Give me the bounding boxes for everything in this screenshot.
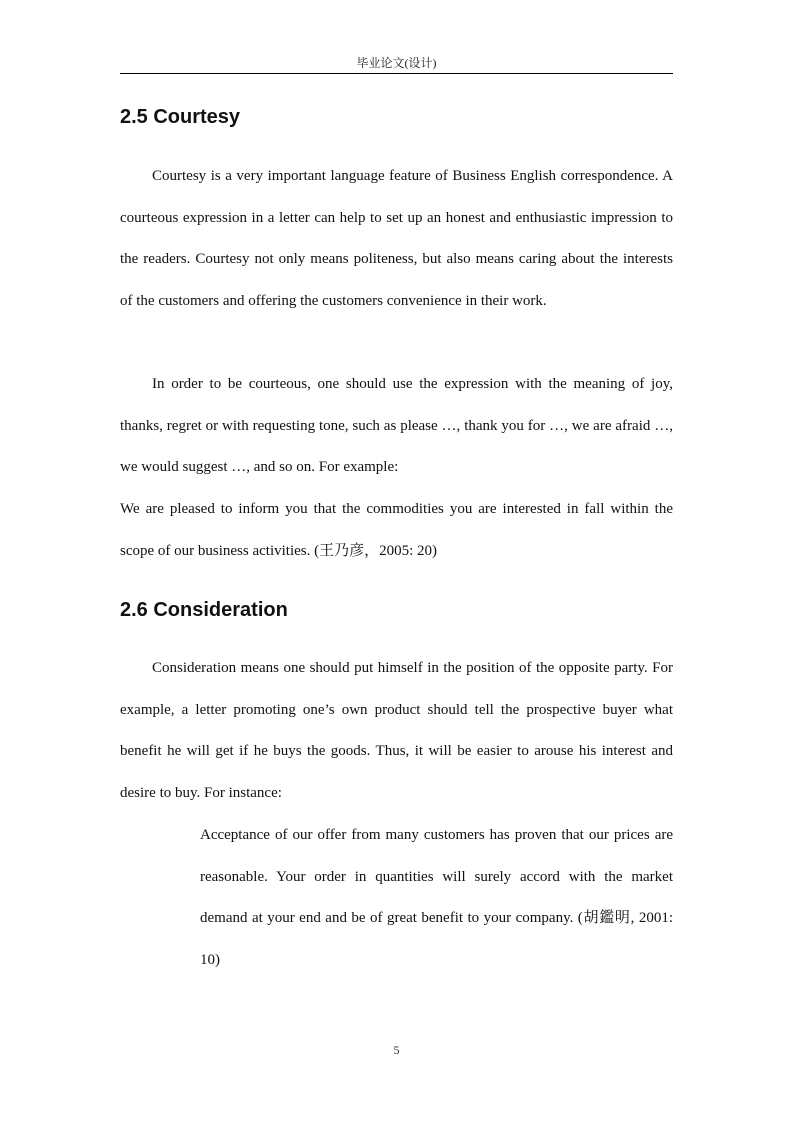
section-heading-courtesy: 2.5 Courtesy	[120, 106, 241, 128]
courtesy-paragraph-1: Courtesy is a very important language feature of Business English correspondence. A courteous expression in a letter can help to set up an honest and enthusiastic impression to the readers. Courtesy not only means politeness, but also means caring about the interests of the customers and offering the customers convenience in their work.	[120, 168, 673, 309]
courtesy-paragraph-2: In order to be courteous, one should use the expression with the meaning of joy, thanks, regret or with requesting tone, such as please …, thank you for …, we are afraid …, we would suggest …, and so on. For example:	[120, 376, 673, 476]
courtesy-example: We are pleased to inform you that the commodities you are interested in fall within the scope of our business activities. (王乃彦，2005: 20)	[120, 501, 673, 559]
consideration-paragraph-1: Consideration means one should put himself in the position of the opposite party. For example, a letter promoting one’s own product should tell the prospective buyer what benefit he will get if he buys the goods. Thus, it will be easier to arouse his interest and desire to buy. For instance:	[120, 660, 673, 801]
page-header: 毕业论文(设计)	[356, 56, 437, 70]
header-divider	[120, 73, 673, 74]
section-heading-consideration: 2.6 Consideration	[120, 599, 288, 621]
consideration-block-quote: Acceptance of our offer from many customers has proven that our prices are reasonable. Your order in quantities will surely accord with the market demand at your end and be of great benefit to your company. (胡鑑明, 2001: 10)	[200, 827, 673, 968]
page-number: 5	[393, 1043, 400, 1057]
